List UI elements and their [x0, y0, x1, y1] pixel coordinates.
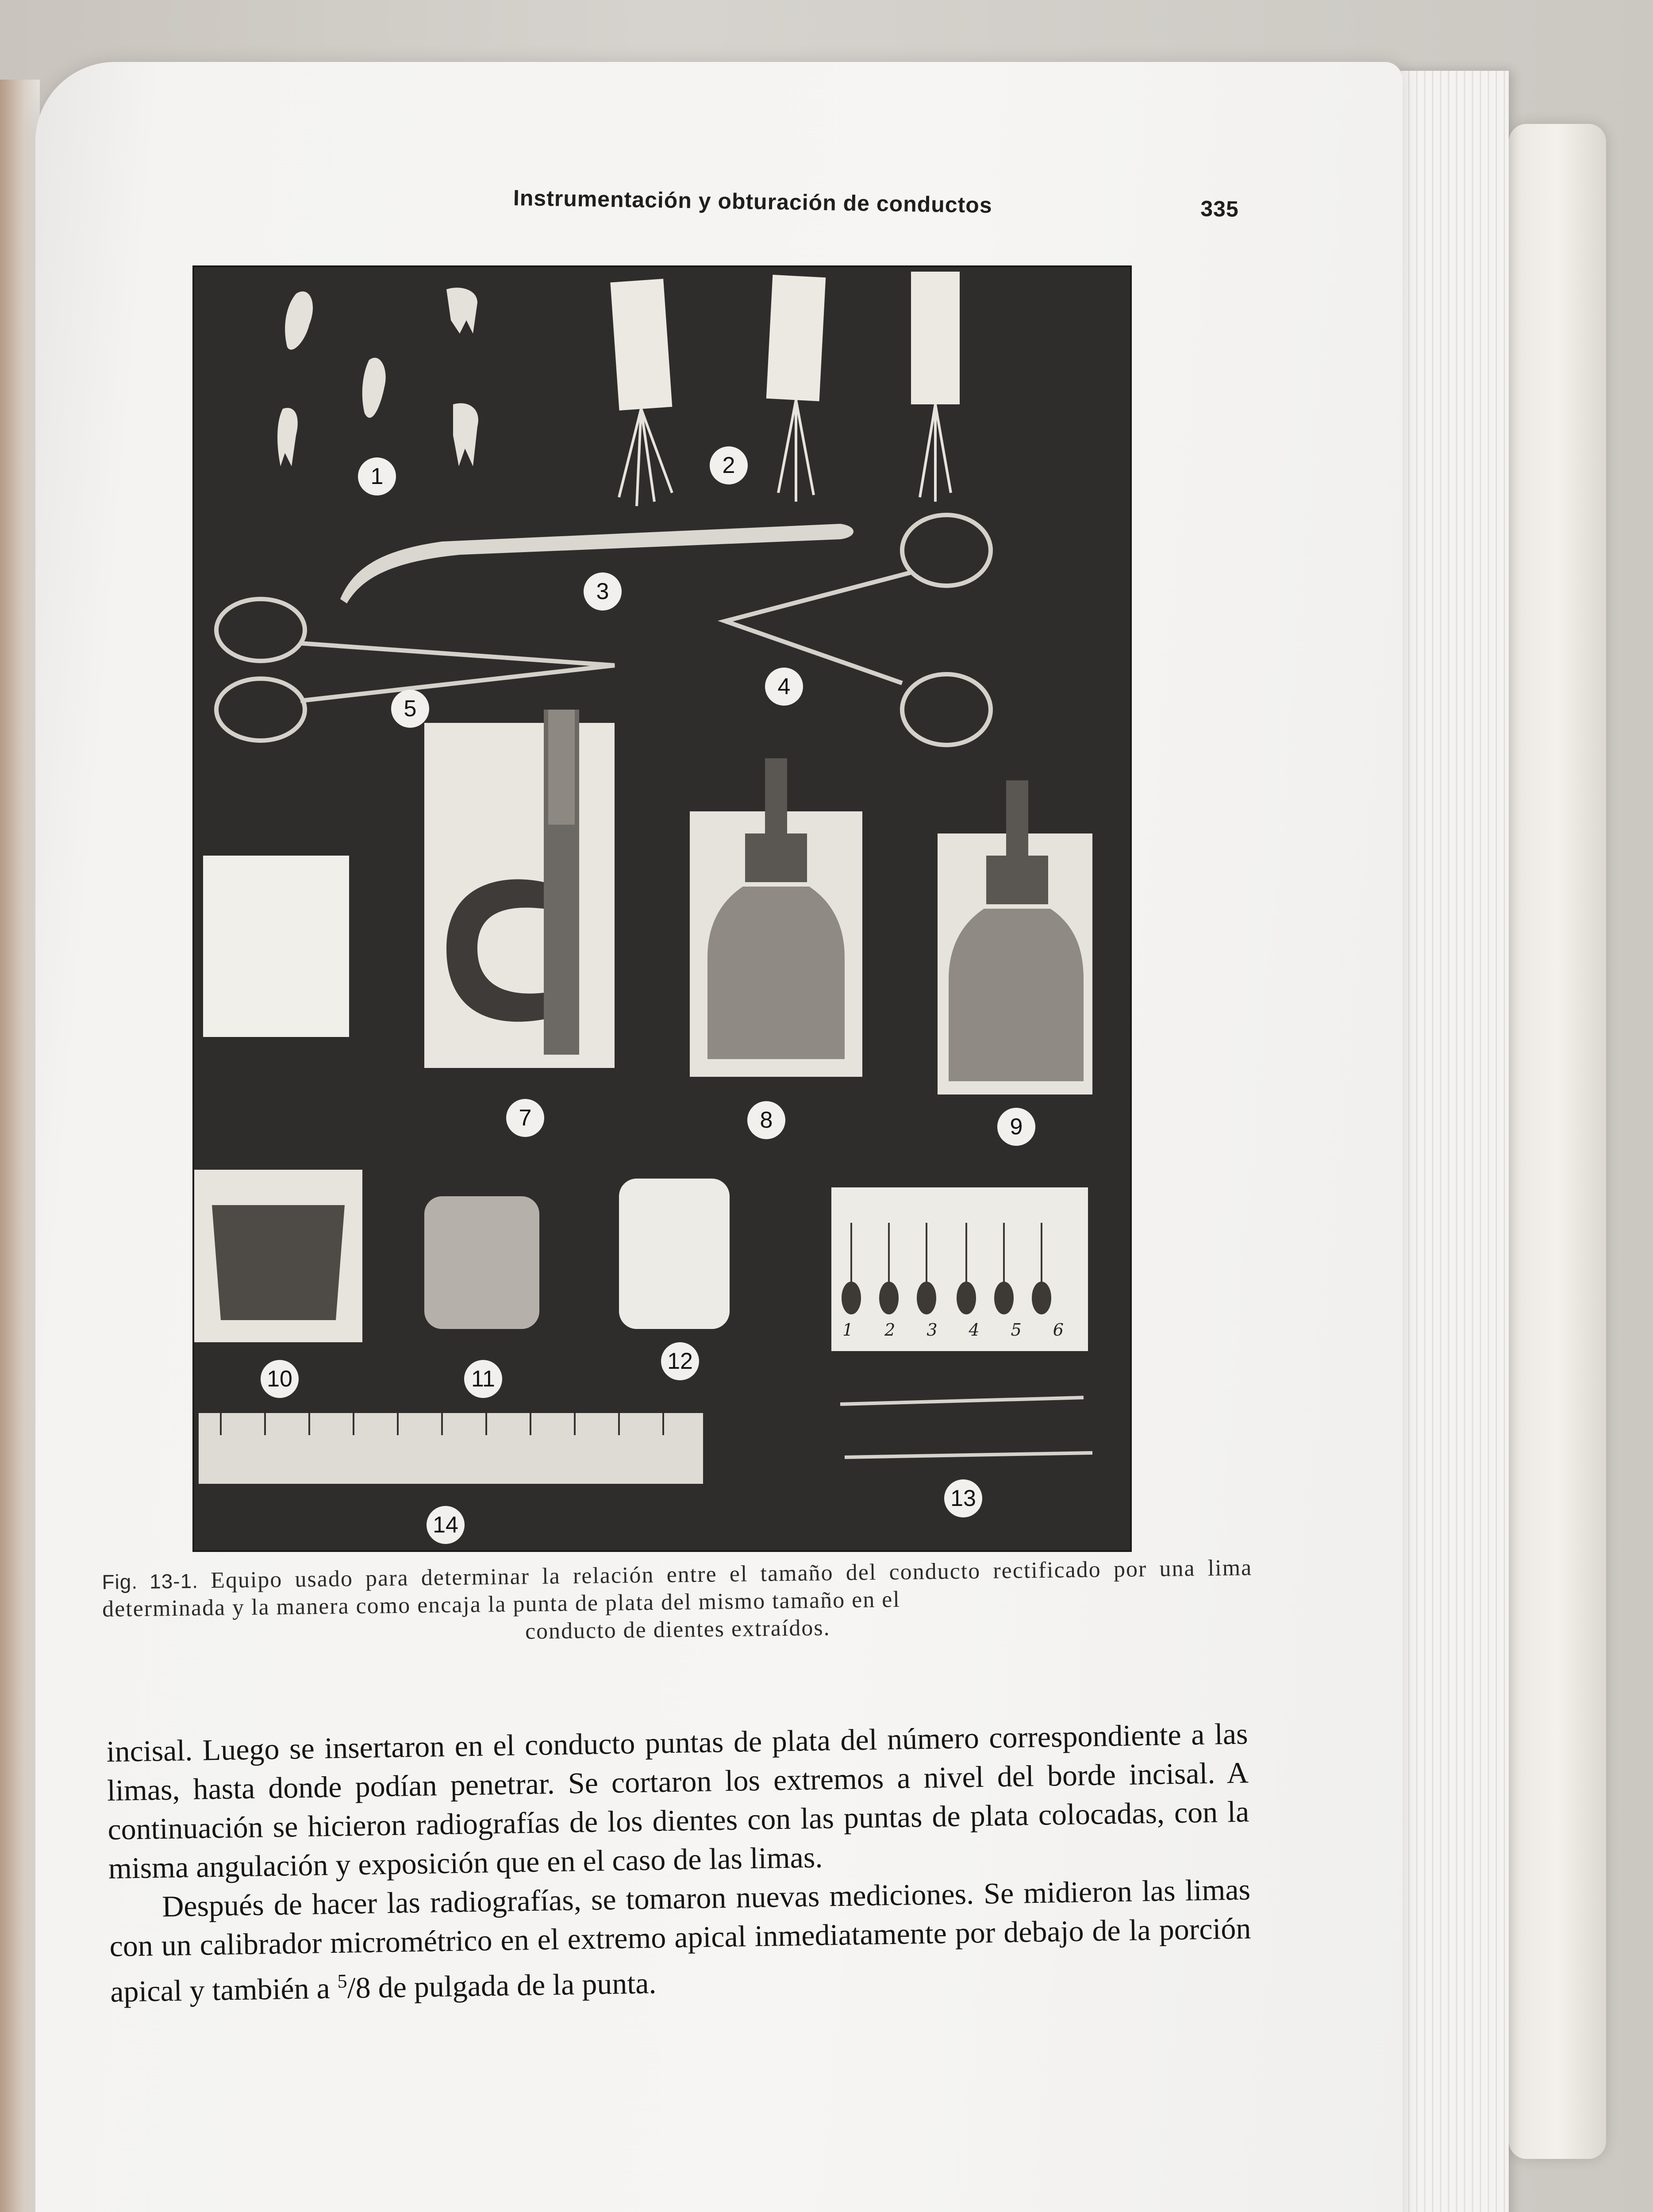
page-number: 335	[1200, 196, 1239, 222]
figure-label: 4	[765, 668, 803, 706]
figure-caption-last-line: conducto de dientes extraídos.	[525, 1615, 830, 1644]
figure-label: 12	[661, 1342, 699, 1380]
body-text	[106, 1714, 1252, 2011]
figure-label: 1	[358, 457, 396, 495]
figure-caption-text: Equipo usado para determinar la relación entre el tamaño del conducto rectificado por una lima determinada y la manera como encaja la punta de plata del mismo tamaño en el	[102, 1555, 1253, 1622]
figure-label: 11	[464, 1360, 502, 1398]
figure-label: 9	[997, 1108, 1035, 1146]
figure-label: 5	[391, 690, 429, 728]
figure-label: 2	[710, 446, 748, 484]
figure-photo	[192, 265, 1132, 1552]
book-cover-edge	[1509, 124, 1606, 2159]
file-number-row	[842, 1320, 1064, 1340]
figure-label: 7	[506, 1099, 544, 1137]
figure-caption-label: Fig. 13-1.	[102, 1569, 199, 1594]
body-paragraph-text: Después de hacer las radiografías, se tomaron nuevas mediciones. Se midieron las limas con un calibrador micrométrico en el extremo apical inmediatamente por debajo de la porción apical y también a	[109, 1872, 1251, 2008]
body-paragraph: incisal. Luego se insertaron en el conducto puntas de plata del número correspondiente a las limas, hasta donde podían penetrar. Se cortaron los extremos a nivel del borde incisal. A continuación se hicieron radiografías de los dientes con las puntas de plata colocadas, con la misma angulación y exposición que en el caso de las limas.	[106, 1717, 1249, 1885]
body-paragraph-text-end: de pulgada de la punta.	[378, 1966, 657, 2005]
file-number: 6	[1053, 1320, 1064, 1340]
figure-label: 10	[261, 1360, 299, 1398]
body-paragraph	[109, 1870, 1252, 2011]
file-number: 4	[969, 1320, 980, 1340]
figure-label: 14	[427, 1506, 465, 1544]
file-number: 3	[926, 1320, 938, 1340]
file-number: 5	[1011, 1320, 1022, 1340]
figure-label: 8	[747, 1101, 785, 1139]
figure-label: 3	[584, 572, 622, 611]
file-number: 1	[842, 1320, 853, 1340]
file-number: 2	[884, 1320, 896, 1340]
figure-caption	[102, 1554, 1253, 1651]
page-stack	[1394, 71, 1509, 2212]
left-page-edge	[0, 80, 40, 2212]
fraction-denominator: /8	[347, 1970, 371, 2005]
fraction-numerator: 5	[337, 1970, 347, 1992]
running-head-title: Instrumentación y obturación de conductos	[513, 185, 993, 218]
figure-label: 13	[944, 1479, 982, 1517]
